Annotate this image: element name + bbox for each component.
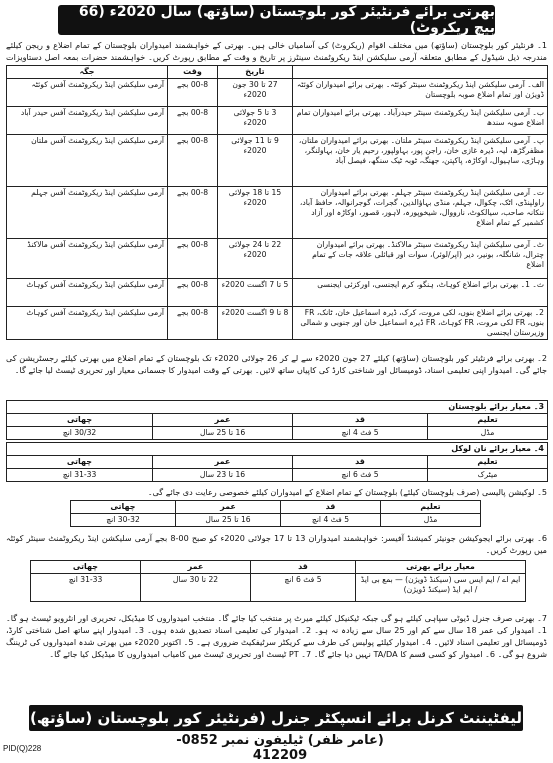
chest-cell: 31-33 انچ xyxy=(31,574,141,602)
table-title-row xyxy=(7,401,548,414)
header-height: قد xyxy=(281,501,381,514)
region-cell: ث۔ 1۔ بھرتی برائے اضلاع کوہاٹ، ہنگو، کرم ایجنسی، اورکزئی ایجنسی xyxy=(293,279,548,307)
place-cell: آرمی سلیکشن اینڈ ریکروٹمنٹ آفس ملتان xyxy=(7,135,168,187)
header-chest: چھاتی xyxy=(7,456,153,469)
header-chest: چھاتی xyxy=(31,561,141,574)
table-row xyxy=(7,307,548,340)
page-title: بھرتی برائے فرنٹیئر کور بلوچستان (ساؤتھ) سال 2020ء (66 بیچ ریکروٹ) xyxy=(58,5,495,35)
header-age: عمر xyxy=(176,501,281,514)
signature-footer: لیفٹیننٹ کرنل برائے انسپکٹر جنرل (فرنٹیئر کور بلوچستان (ساؤتھ) xyxy=(29,705,523,731)
table-row xyxy=(7,279,548,307)
place-cell: آرمی سلیکشن اینڈ ریکروٹمنٹ آفس کوہاٹ xyxy=(7,279,168,307)
header-height: قد xyxy=(293,414,428,427)
chest-cell: 31-33 انچ xyxy=(7,469,153,482)
time-cell: 00-8 بجے xyxy=(168,79,218,107)
standard-non-local-table xyxy=(6,442,548,482)
header-education: تعلیم xyxy=(381,501,481,514)
table-row xyxy=(7,135,548,187)
region-cell: ب۔ آرمی سلیکشن اینڈ ریکروٹمنٹ سینٹر حیدرآباد۔ بھرتی برائے امیدواران تمام اضلاع صوبہ سندھ xyxy=(293,107,548,135)
header-age: عمر xyxy=(153,414,293,427)
header-region xyxy=(293,66,548,79)
table-header-row xyxy=(71,501,481,514)
paragraph-7: 7۔ بھرتی صرف جنرل ڈیوٹی سپاہی کیلئے ہو گی جبکہ ٹیکنیکل کیلئے میرٹ پر منتخب کیا جائے گا۔ منتخب امیدواروں کا میڈیکل، تحریری اور انٹرویو ٹیسٹ ہو گا۔ 1۔ امیدوار کی عمر 18 سال سے کم اور 25 سال سے زیادہ نہ ہو۔ 2۔ امیدوار کی تعلیمی اسناد تصدیق شدہ ہوں۔ 3۔ امیدوار اپنے ساتھ اصل شناختی کارڈ، ڈومیسائل اور تعلیمی اسناد لائیں۔ 4۔ امیدوار کیلئے پولیس کی طرف سے کریکٹر سرٹیفکیٹ ضروری ہے۔ 5۔ اکتوبر 2020ء میں بھرتی شدہ امیدواروں کی ٹریننگ شروع ہو گی۔ 6۔ امیدوار کو کسی قسم کا TA/DA نہیں دیا جائے گا۔ 7۔ PT ٹیسٹ اور تحریری ٹیسٹ میں کامیاب امیدواروں کا میڈیکل کیا جائے گا۔ xyxy=(6,613,547,659)
table-row xyxy=(71,514,481,527)
header-place: جگہ xyxy=(7,66,168,79)
region-cell: ت۔ آرمی سلیکشن اینڈ ریکروٹمنٹ سینٹر جہلم۔ بھرتی برائے امیدواران راولپنڈی، اٹک، چکوال، جہلم، منڈی بہاؤالدین، گجرات، گوجرانوالہ، حافظ آباد، ننکانہ صاحب، سیالکوٹ، نارووال، شیخوپورہ، لاہور، قصور، اوکاڑہ اور آزاد کشمیر کے تمام اضلاع xyxy=(293,187,548,239)
header-chest: چھاتی xyxy=(7,414,153,427)
chest-cell: 30-32 انچ xyxy=(71,514,176,527)
height-cell: 5 فٹ 4 انچ xyxy=(281,514,381,527)
chest-cell: 30/32 انچ xyxy=(7,427,153,440)
education-cell: میٹرک xyxy=(428,469,548,482)
header-education: تعلیم xyxy=(428,414,548,427)
region-cell: ٹ۔ آرمی سلیکشن اینڈ ریکروٹمنٹ سینٹر مالاکنڈ۔ بھرتی برائے امیدواران چترال، شانگلہ، بونیر، دیر (اپر/لوئر)، سوات اور قبائلی علاقہ جات کے تمام اضلاع xyxy=(293,239,548,279)
header-criteria: معیار برائے بھرتی xyxy=(356,561,526,574)
criteria-cell: ایم اے / ایم ایس سی (سیکنڈ ڈویژن) — بمع بی ایڈ / ایم ایڈ (سیکنڈ ڈویژن) xyxy=(356,574,526,602)
contact-info: (عامر ظفر) ٹیلیفون نمبر 0852-412209 xyxy=(176,733,384,763)
place-cell: آرمی سلیکشن اینڈ ریکروٹمنٹ آفس کوئٹہ xyxy=(7,79,168,107)
date-cell: 27 تا 30 جون 2020ء xyxy=(218,79,293,107)
place-cell: آرمی سلیکشن اینڈ ریکروٹمنٹ آفس حیدر آباد xyxy=(7,107,168,135)
header-age: عمر xyxy=(153,456,293,469)
table-row xyxy=(31,574,526,602)
education-cell: مڈل xyxy=(381,514,481,527)
age-cell: 16 تا 25 سال xyxy=(176,514,281,527)
age-cell: 16 تا 23 سال xyxy=(153,469,293,482)
age-cell: 16 تا 25 سال xyxy=(153,427,293,440)
header-education: تعلیم xyxy=(428,456,548,469)
place-cell: آرمی سلیکشن اینڈ ریکروٹمنٹ آفس مالاکنڈ xyxy=(7,239,168,279)
time-cell: 00-8 بجے xyxy=(168,307,218,340)
header-date: تاریخ xyxy=(218,66,293,79)
table-row xyxy=(7,469,548,482)
date-cell: 15 تا 18 جولائی 2020ء xyxy=(218,187,293,239)
table-row xyxy=(7,79,548,107)
date-cell: 9 تا 11 جولائی 2020ء xyxy=(218,135,293,187)
table-header-row xyxy=(7,456,548,469)
table-title: 4۔ معیار برائے نان لوکل xyxy=(7,443,548,456)
header-height: قد xyxy=(251,561,356,574)
time-cell: 00-8 بجے xyxy=(168,107,218,135)
schedule-table xyxy=(6,65,548,340)
header-chest: چھاتی xyxy=(71,501,176,514)
time-cell: 00-8 بجے xyxy=(168,239,218,279)
location-policy-table xyxy=(70,500,481,527)
header-age: عمر xyxy=(141,561,251,574)
region-cell: 2۔ بھرتی برائے اضلاع بنوں، لکی مروت، کرک، ڈیرہ اسماعیل خان، ٹانک، FR بنوں، FR لکی مروت، FR کوہاٹ، FR ڈیرہ اسماعیل خان اور جنوبی و شمالی وزیرستان ایجنسی xyxy=(293,307,548,340)
place-cell: آرمی سلیکشن اینڈ ریکروٹمنٹ آفس کوہاٹ xyxy=(7,307,168,340)
height-cell: 5 فٹ 6 انچ xyxy=(251,574,356,602)
paragraph-5: 5۔ لوکیشن پالیسی (صرف بلوچستان کیلئے) بلوچستان کے تمام اضلاع کے امیدواران کیلئے خصوصی رعایت دی جائے گی۔ xyxy=(147,487,547,497)
education-cell: مڈل xyxy=(428,427,548,440)
table-row xyxy=(7,239,548,279)
header-height: قد xyxy=(293,456,428,469)
height-cell: 5 فٹ 4 انچ xyxy=(293,427,428,440)
time-cell: 00-8 بجے xyxy=(168,187,218,239)
table-header-row xyxy=(31,561,526,574)
date-cell: 22 تا 24 جولائی 2020ء xyxy=(218,239,293,279)
table-row xyxy=(7,107,548,135)
table-row xyxy=(7,187,548,239)
date-cell: 8 تا 9 اگست 2020ء xyxy=(218,307,293,340)
table-title: 3۔ معیار برائے بلوچستان xyxy=(7,401,548,414)
date-cell: 3 تا 5 جولائی 2020ء xyxy=(218,107,293,135)
paragraph-6: 6۔ بھرتی برائے ایجوکیشن جونیئر کمیشنڈ آفیسر: خواہشمند امیدواران 13 تا 17 جولائی 2020ء کو صبح 00-8 بجے آرمی سلیکشن اینڈ ریکروٹمنٹ سینٹر کوئٹہ میں رپورٹ کریں۔ xyxy=(6,533,548,555)
pid-code: PID(Q)228 xyxy=(3,744,42,753)
table-title-row xyxy=(7,443,548,456)
education-jco-table xyxy=(30,560,526,602)
time-cell: 00-8 بجے xyxy=(168,279,218,307)
region-cell: پ۔ آرمی سلیکشن اینڈ ریکروٹمنٹ سینٹر ملتان۔ بھرتی برائے امیدواران ملتان، مظفرگڑھ، لیہ، ڈیرہ غازی خان، راجن پور، بہاولپور، رحیم یار خان، بہاولنگر، وہاڑی، ساہیوال، اوکاڑہ، پاکپتن، جھنگ، ٹوبہ ٹیک سنگھ، فیصل آباد xyxy=(293,135,548,187)
date-cell: 5 تا 7 اگست 2020ء xyxy=(218,279,293,307)
age-cell: 22 تا 30 سال xyxy=(141,574,251,602)
table-header-row xyxy=(7,414,548,427)
standard-balochistan-table xyxy=(6,400,548,440)
paragraph-2: 2۔ بھرتی برائے فرنٹیئر کور بلوچستان (ساؤتھ) کیلئے 27 جون 2020ء سے لے کر 26 جولائی 2020ء تک بلوچستان کے تمام اضلاع میں بھرتی کیلئے رجسٹریشن کی جائے گی۔ امیدوار اپنی تعلیمی اسناد، ڈومیسائل اور شناختی کارڈ کی کاپیاں ساتھ لائیں۔ بھرتی کے وقت امیدوار کا جسمانی معیار اور تحریری ٹیسٹ لیا جائے گا۔ xyxy=(6,353,547,375)
schedule-header-row xyxy=(7,66,548,79)
height-cell: 5 فٹ 6 انچ xyxy=(293,469,428,482)
intro-paragraph: 1۔ فرنٹیئر کور بلوچستان (ساؤتھ) میں مختلف اقوام (ریکروٹ) کی آسامیاں خالی ہیں۔ بھرتی کے خواہشمند امیدواران بلوچستان کے تمام اضلاع و ریجن کیلئے مندرجہ ذیل شیڈول کے مطابق متعلقہ آرمی سلیکشن اینڈ ریکروٹمنٹ سینٹرز پر تاریخ و وقت کے مطابق رپورٹ کریں۔ خواہشمند حضرات بمعہ اصل دستاویزات xyxy=(6,40,547,62)
time-cell: 00-8 بجے xyxy=(168,135,218,187)
table-row xyxy=(7,427,548,440)
place-cell: آرمی سلیکشن اینڈ ریکروٹمنٹ آفس جہلم xyxy=(7,187,168,239)
region-cell: الف۔ آرمی سلیکشن اینڈ ریکروٹمنٹ سینٹر کوئٹہ۔ بھرتی برائے امیدواران کوئٹہ ڈویژن اور تمام اضلاع صوبہ بلوچستان xyxy=(293,79,548,107)
header-time: وقت xyxy=(168,66,218,79)
